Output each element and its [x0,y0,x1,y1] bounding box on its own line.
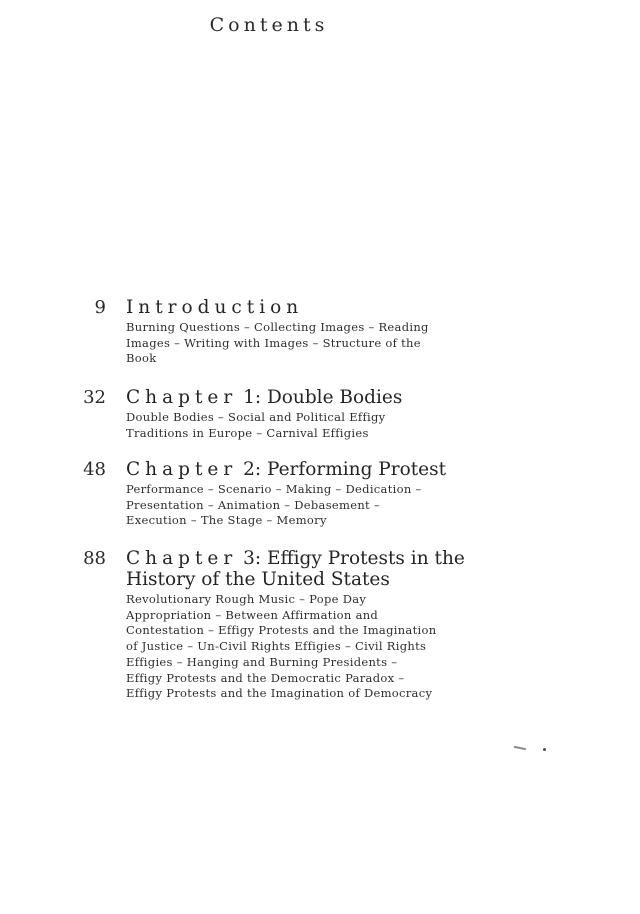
section-line: Presentation – Animation – Debasement – [126,497,380,512]
section-line: Performance – Scenario – Making – Dedication – [126,482,422,496]
toc-page-number: 48 [83,459,106,480]
toc-entry-body [126,548,466,702]
page-title: Contents [209,14,329,36]
section-line: Double Bodies – Social and Political Effigy [126,410,386,424]
paper-speck [543,748,546,751]
toc-entry-sections [126,320,466,367]
toc-title-line: : Performing Protest [254,459,447,480]
section-line: of Justice – Un-Civil Rights Effigies – Civil Rights [126,639,427,654]
section-line: Effigy Protests and the Democratic Paradox – [126,670,405,685]
section-line: Book [126,351,157,366]
toc-chapter-number: 2 [243,459,255,480]
toc-entry-body [126,387,466,441]
toc-title-line: : Effigy Protests in the [254,548,465,569]
section-line: Images – Writing with Images – Structure of the [126,335,421,350]
section-line: Appropriation – Between Affirmation and [126,607,379,622]
toc-entry-label: Chapter [126,459,238,480]
paper-speck [514,746,526,750]
toc-entry-body [126,459,466,529]
toc-entry-title [126,297,466,318]
toc-page-number: 9 [94,297,106,318]
toc-entry-title [126,459,466,480]
section-line: Burning Questions – Collecting Images – Reading [126,320,429,334]
toc-chapter-number: 1 [243,387,255,408]
toc-entry-label: Chapter [126,387,238,408]
toc-page-number: 32 [83,387,106,408]
section-line: Execution – The Stage – Memory [126,513,327,528]
toc-chapter-number: 3 [243,548,255,569]
section-line: Effigies – Hanging and Burning Presidents – [126,654,398,669]
toc-entry-sections [126,410,466,441]
toc-title-line: History of the United States [126,569,390,590]
section-line: Contestation – Effigy Protests and the Imagination [126,623,437,638]
toc-title-line: : Double Bodies [254,387,403,408]
section-line: Traditions in Europe – Carnival Effigies [126,425,369,440]
section-line: Revolutionary Rough Music – Pope Day [126,592,367,606]
toc-entry-title [126,548,466,590]
toc-entry-label: Introduction [126,297,304,318]
section-line: Effigy Protests and the Imagination of Democracy [126,686,433,701]
toc-entry-title [126,387,466,408]
toc-page-number: 88 [83,548,106,569]
toc-entry-label: Chapter [126,548,238,569]
toc-entry-sections [126,482,466,529]
toc-entry-sections [126,592,466,702]
toc-entry-body [126,297,466,367]
